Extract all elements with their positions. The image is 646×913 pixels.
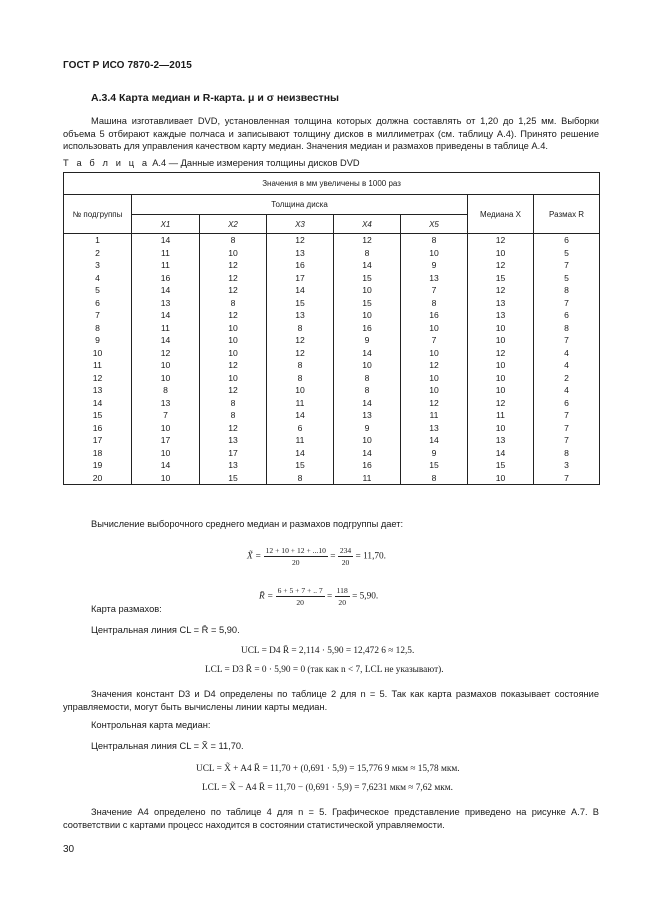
table-row xyxy=(64,422,600,435)
table-cell: 19 xyxy=(64,459,132,472)
table-cell: 4 xyxy=(64,272,132,285)
table-cell: 9 xyxy=(64,334,132,347)
table-cell: 8 xyxy=(267,372,334,385)
table-cell: 12 xyxy=(200,422,267,435)
table-cell: 7 xyxy=(64,309,132,322)
table-cell: 10 xyxy=(468,422,534,435)
lcl-median: LCL = X̃ − A4 R̄ = 11,70 − (0,691 · 5,9) = 7,6231 мкм ≈ 7,62 мкм. xyxy=(202,783,453,793)
table-cell: 12 xyxy=(401,359,468,372)
table-cell: 14 xyxy=(132,284,200,297)
ucl-median: UCL = X̃ + A4 R̄ = 11,70 + (0,691 · 5,9) = 15,776 9 мкм ≈ 15,78 мкм. xyxy=(196,764,460,774)
eq2-lhs: R̄ = xyxy=(259,591,274,602)
table-cell: 15 xyxy=(64,409,132,422)
table-cell: 8 xyxy=(401,472,468,485)
table-cell: 17 xyxy=(200,447,267,460)
section-title: А.3.4 Карта медиан и R-карта. μ и σ неизвестны xyxy=(91,92,340,104)
table-cell: 10 xyxy=(468,359,534,372)
table-cell: 15 xyxy=(334,297,401,310)
table-cell: 8 xyxy=(200,409,267,422)
table-cell: 13 xyxy=(267,309,334,322)
table-cell: 15 xyxy=(468,459,534,472)
table-cell: 10 xyxy=(200,247,267,260)
table-cell: 6 xyxy=(267,422,334,435)
table-cell: 14 xyxy=(334,447,401,460)
table-cell: 12 xyxy=(468,284,534,297)
table-cell: 3 xyxy=(534,459,600,472)
table-row xyxy=(64,397,600,410)
table-row xyxy=(64,472,600,485)
eq1-lhs: X̃ = xyxy=(247,551,262,562)
median-chart-label: Контрольная карта медиан: xyxy=(91,720,211,730)
header-x2: X2 xyxy=(200,215,267,234)
table-cell: 14 xyxy=(267,409,334,422)
table-cell: 8 xyxy=(267,359,334,372)
table-cell: 10 xyxy=(401,347,468,360)
table-cell: 8 xyxy=(132,384,200,397)
table-row xyxy=(64,372,600,385)
range-center-line: Центральная линия CL = R̄ = 5,90. xyxy=(91,625,240,635)
table-cell: 10 xyxy=(200,334,267,347)
table-cell: 13 xyxy=(132,297,200,310)
table-cell: 14 xyxy=(132,334,200,347)
table-cell: 11 xyxy=(267,434,334,447)
table-cell: 5 xyxy=(64,284,132,297)
eq2-result: = 5,90. xyxy=(352,591,379,602)
table-cell: 12 xyxy=(334,234,401,247)
header-x5: X5 xyxy=(401,215,468,234)
eq2-den2: 20 xyxy=(338,598,346,607)
equation-median-mean: X̃ = $\frac{12 + 10 + 12 + ...10}{20}$ = $\frac{234}{20}$ = 11,70. xyxy=(247,546,387,567)
table-row xyxy=(64,459,600,472)
table-cell: 6 xyxy=(64,297,132,310)
header-x4: X4 xyxy=(334,215,401,234)
table-cell: 11 xyxy=(468,409,534,422)
table-cell: 4 xyxy=(534,347,600,360)
table-cell: 10 xyxy=(334,434,401,447)
table-cell: 10 xyxy=(132,422,200,435)
table-cell: 9 xyxy=(401,259,468,272)
table-cell: 8 xyxy=(334,372,401,385)
eq2-num2: 118 xyxy=(336,586,348,595)
table-row xyxy=(64,234,600,247)
table-cell: 11 xyxy=(132,259,200,272)
table-cell: 10 xyxy=(334,309,401,322)
table-cell: 7 xyxy=(534,334,600,347)
eq2-frac2 xyxy=(335,586,350,607)
table-cell: 10 xyxy=(468,334,534,347)
table-cell: 10 xyxy=(132,447,200,460)
table-cell: 18 xyxy=(64,447,132,460)
table-cell: 8 xyxy=(534,284,600,297)
table-cell: 12 xyxy=(200,272,267,285)
table-cell: 10 xyxy=(401,384,468,397)
table-cell: 14 xyxy=(468,447,534,460)
table-row xyxy=(64,284,600,297)
eq1-result: = 11,70. xyxy=(355,551,387,562)
table-cell: 2 xyxy=(64,247,132,260)
table-row xyxy=(64,447,600,460)
table-row xyxy=(64,409,600,422)
table-cell: 7 xyxy=(534,434,600,447)
table-cell: 14 xyxy=(64,397,132,410)
table-row xyxy=(64,434,600,447)
header-range: Размах R xyxy=(534,195,600,234)
table-cell: 13 xyxy=(132,397,200,410)
table-cell: 10 xyxy=(401,247,468,260)
table-cell: 15 xyxy=(267,297,334,310)
table-cell: 3 xyxy=(64,259,132,272)
standard-header: ГОСТ Р ИСО 7870-2—2015 xyxy=(63,60,192,71)
table-cell: 7 xyxy=(534,297,600,310)
table-cell: 17 xyxy=(267,272,334,285)
table-cell: 7 xyxy=(534,472,600,485)
table-cell: 12 xyxy=(64,372,132,385)
table-cell: 11 xyxy=(132,322,200,335)
table-cell: 6 xyxy=(534,234,600,247)
table-cell: 13 xyxy=(200,434,267,447)
table-cell: 4 xyxy=(534,384,600,397)
calc-intro: Вычисление выборочного среднего медиан и размахов подгруппы дает: xyxy=(91,519,404,529)
table-row xyxy=(64,359,600,372)
table-cell: 16 xyxy=(334,459,401,472)
conclusion-paragraph: Значение A4 определено по таблице 4 для n = 5. Графическое представление приведено на рисунке А.7. В соответствии с картами процесс находится в состоянии статистической управляемости. xyxy=(63,807,599,830)
table-caption xyxy=(63,158,360,168)
table-cell: 10 xyxy=(401,372,468,385)
table-row xyxy=(64,384,600,397)
eq1-den1: 20 xyxy=(291,558,300,567)
table-cell: 10 xyxy=(468,247,534,260)
table-cell: 1 xyxy=(64,234,132,247)
table-cell: 14 xyxy=(267,447,334,460)
table-cell: 12 xyxy=(468,347,534,360)
table-cell: 17 xyxy=(64,434,132,447)
table-cell: 10 xyxy=(334,359,401,372)
table-cell: 5 xyxy=(534,272,600,285)
table-cell: 13 xyxy=(267,247,334,260)
table-note: Значения в мм увеличены в 1000 раз xyxy=(64,173,600,195)
table-cell: 8 xyxy=(534,447,600,460)
table-cell: 8 xyxy=(200,397,267,410)
table-cell: 8 xyxy=(401,297,468,310)
table-cell: 6 xyxy=(534,397,600,410)
table-cell: 11 xyxy=(267,397,334,410)
table-cell: 9 xyxy=(401,447,468,460)
table-cell: 10 xyxy=(468,384,534,397)
table-row xyxy=(64,309,600,322)
table-cell: 5 xyxy=(534,247,600,260)
table-cell: 12 xyxy=(468,234,534,247)
table-body xyxy=(64,234,600,485)
median-center-line: Центральная линия CL = X̃ = 11,70. xyxy=(91,741,244,751)
table-cell: 8 xyxy=(267,472,334,485)
table-cell: 10 xyxy=(401,322,468,335)
table-cell: 10 xyxy=(200,372,267,385)
equation-range-mean: R̄ = $\frac{6 + 5 + 7 + .. 7}{20}$ = $\frac{118}{20}$ = 5,90. xyxy=(259,586,379,607)
table-cell: 16 xyxy=(132,272,200,285)
header-median: Медиана X xyxy=(468,195,534,234)
table-cell: 11 xyxy=(132,247,200,260)
table-cell: 16 xyxy=(334,322,401,335)
table-row xyxy=(64,322,600,335)
table-cell: 13 xyxy=(468,434,534,447)
table-row xyxy=(64,259,600,272)
table-cell: 6 xyxy=(534,309,600,322)
table-cell: 8 xyxy=(64,322,132,335)
table-cell: 15 xyxy=(334,272,401,285)
constants-note: Значения констант D3 и D4 определены по таблице 2 для n = 5. Так как карта размахов показывает состояние управляемости, могут быть вычислены линии карты медиан. xyxy=(63,689,599,712)
table-cell: 14 xyxy=(132,234,200,247)
table-cell: 12 xyxy=(267,234,334,247)
table-cell: 15 xyxy=(401,459,468,472)
table-cell: 14 xyxy=(334,259,401,272)
table-row xyxy=(64,272,600,285)
table-cell: 14 xyxy=(132,309,200,322)
eq1-num1: 12 + 10 + 12 + ...10 xyxy=(265,546,326,555)
range-chart-label: Карта размахов: xyxy=(91,604,162,614)
table-cell: 17 xyxy=(132,434,200,447)
table-cell: 12 xyxy=(401,397,468,410)
table-cell: 11 xyxy=(64,359,132,372)
table-cell: 10 xyxy=(200,322,267,335)
table-cell: 10 xyxy=(468,372,534,385)
table-cell: 7 xyxy=(534,259,600,272)
header-thickness: Толщина диска xyxy=(132,195,468,215)
table-cell: 8 xyxy=(200,234,267,247)
table-cell: 7 xyxy=(401,284,468,297)
table-cell: 14 xyxy=(334,347,401,360)
table-cell: 8 xyxy=(334,247,401,260)
table-cell: 13 xyxy=(334,409,401,422)
header-x1: X1 xyxy=(132,215,200,234)
table-cell: 15 xyxy=(468,272,534,285)
table-cell: 12 xyxy=(200,359,267,372)
table-cell: 13 xyxy=(468,309,534,322)
data-table xyxy=(63,172,600,485)
table-cell: 7 xyxy=(401,334,468,347)
table-cell: 14 xyxy=(267,284,334,297)
table-cell: 10 xyxy=(468,322,534,335)
intro-paragraph: Машина изготавливает DVD, установленная толщина которых должна составлять от 1,20 до 1,25 мм. Выборки объема 5 отбирают каждые полчаса и записывают толщину дисков в миллиметрах (см. таблицу А.4). Принято решение использовать для управления качеством карту медиан. Значения медиан и размахов приведены в таблице А.4. xyxy=(63,116,599,152)
table-cell: 13 xyxy=(468,297,534,310)
table-cell: 12 xyxy=(267,347,334,360)
table-cell: 10 xyxy=(267,384,334,397)
table-cell: 10 xyxy=(64,347,132,360)
table-cell: 2 xyxy=(534,372,600,385)
eq2-num1: 6 + 5 + 7 + .. 7 xyxy=(277,586,323,595)
table-cell: 10 xyxy=(334,284,401,297)
table-cell: 12 xyxy=(200,384,267,397)
table-row xyxy=(64,297,600,310)
table-cell: 12 xyxy=(468,397,534,410)
eq2-frac1 xyxy=(276,586,325,607)
table-cell: 12 xyxy=(132,347,200,360)
table-cell: 11 xyxy=(334,472,401,485)
table-cell: 8 xyxy=(267,322,334,335)
table-cell: 12 xyxy=(468,259,534,272)
table-cell: 13 xyxy=(401,272,468,285)
eq2-den1: 20 xyxy=(296,598,304,607)
table-cell: 10 xyxy=(132,472,200,485)
header-subgroup: № подгруппы xyxy=(64,195,132,234)
table-cell: 13 xyxy=(200,459,267,472)
table-cell: 14 xyxy=(132,459,200,472)
table-cell: 12 xyxy=(200,284,267,297)
table-caption-prefix: Т а б л и ц а xyxy=(63,158,150,168)
table-cell: 16 xyxy=(64,422,132,435)
table-cell: 7 xyxy=(534,422,600,435)
table-cell: 13 xyxy=(64,384,132,397)
table-cell: 10 xyxy=(200,347,267,360)
table-cell: 9 xyxy=(334,422,401,435)
table-cell: 12 xyxy=(200,309,267,322)
table-cell: 16 xyxy=(267,259,334,272)
table-row xyxy=(64,347,600,360)
eq1-frac2 xyxy=(338,546,353,567)
table-cell: 12 xyxy=(200,259,267,272)
header-x3: X3 xyxy=(267,215,334,234)
table-cell: 15 xyxy=(200,472,267,485)
table-cell: 7 xyxy=(534,409,600,422)
table-cell: 10 xyxy=(132,359,200,372)
table-caption-text: А.4 — Данные измерения толщины дисков DVD xyxy=(152,158,360,168)
eq1-num2: 234 xyxy=(339,546,352,555)
table-cell: 8 xyxy=(334,384,401,397)
table-cell: 16 xyxy=(401,309,468,322)
eq1-den2: 20 xyxy=(341,558,350,567)
table-cell: 11 xyxy=(401,409,468,422)
table-cell: 15 xyxy=(267,459,334,472)
table-cell: 14 xyxy=(401,434,468,447)
table-cell: 13 xyxy=(401,422,468,435)
ucl-range: UCL = D4 R̄ = 2,114 · 5,90 = 12,472 6 ≈ 12,5. xyxy=(241,646,415,656)
table-cell: 8 xyxy=(534,322,600,335)
table-cell: 7 xyxy=(132,409,200,422)
table-cell: 8 xyxy=(401,234,468,247)
lcl-range: LCL = D3 R̄ = 0 · 5,90 = 0 (так как n < 7, LCL не указывают). xyxy=(205,665,444,675)
table-cell: 10 xyxy=(468,472,534,485)
table-cell: 4 xyxy=(534,359,600,372)
table-cell: 14 xyxy=(334,397,401,410)
page-number: 30 xyxy=(63,844,75,855)
table-cell: 9 xyxy=(334,334,401,347)
table-cell: 12 xyxy=(267,334,334,347)
table-cell: 8 xyxy=(200,297,267,310)
table-cell: 10 xyxy=(132,372,200,385)
table-row xyxy=(64,247,600,260)
eq1-frac1 xyxy=(264,546,328,567)
table-cell: 20 xyxy=(64,472,132,485)
table-row xyxy=(64,334,600,347)
